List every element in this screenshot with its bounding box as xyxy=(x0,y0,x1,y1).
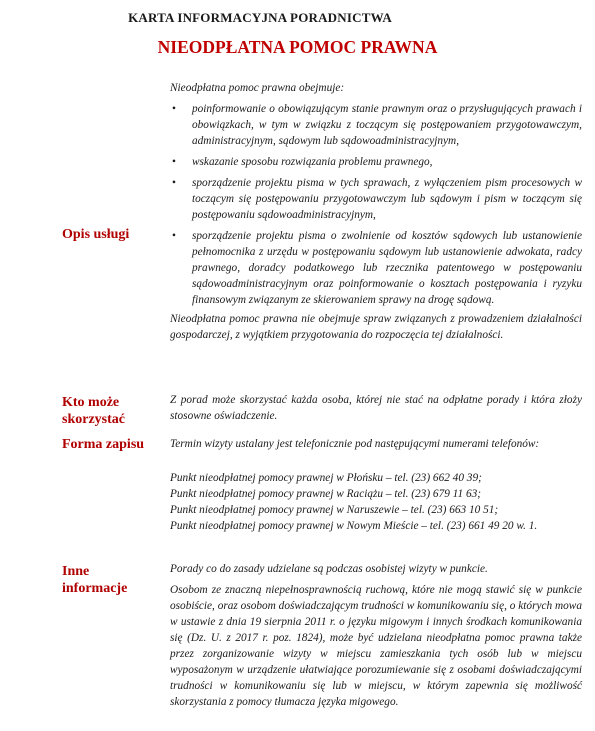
section-label-forma: Forma zapisu xyxy=(62,437,145,452)
opis-outro: Nieodpłatna pomoc prawna nie obejmuje spraw związanych z prowadzeniem działalności gospodarczej, z wyjątkiem przygotowania do rozpoczęcia tej działalności. xyxy=(170,313,582,341)
inne-label-line2: informacje xyxy=(62,581,128,596)
document-title: KARTA INFORMACYJNA PORADNICTWA xyxy=(128,10,392,25)
section-label-kto xyxy=(62,394,125,428)
inne-para2: Osobom ze znaczną niepełnosprawnością ruchową, które nie mogą stawić się w punkcie osobiście, oraz osobom doświadczającym trudności w komunikowaniu się, o których mowa w ustawie z dnia 19 sierpnia 2011 r. o języku migowym i innych środkach komunikowania się (Dz. U. z 2017 r. poz. 1824), może być udzielana nieodpłatna pomoc prawna także przez zorganizowanie wizyty w miejscu zamieszkania tych osób lub w miejscu wyposażonym w urządzenie ułatwiające porozumiewanie się z osobami doświadczającymi trudności w komunikowaniu się lub w miejscu, w którym zapewnia się możliwość skorzystania z pomocy tłumacza języka migowego. xyxy=(170,584,582,708)
list-item: • poinformowanie o obowiązującym stanie prawnym oraz o przysługujących prawach i obowiązkach, w tym w związku z toczącym się postępowaniem przygotowawczym, administracyjnym, sądowym lub sądowoadministracyjnym, xyxy=(170,101,582,149)
section-content-forma xyxy=(170,436,582,534)
list-item: • sporządzenie projektu pisma w tych sprawach, z wyłączeniem pism procesowych w toczącym się postępowaniu przygotowawczym lub sądowym i pism w toczącym się postępowaniu sądowoadministracyjnym, xyxy=(170,175,582,223)
opis-list xyxy=(170,101,582,308)
section-content-opis xyxy=(170,80,582,343)
list-item: • sporządzenie projektu pisma o zwolnienie od kosztów sądowych lub ustanowienie pełnomocnika z urzędu w postępowaniu sądowym lub ustanowienie adwokata, radcy prawnego, doradcy podatkowego lub rzecznika patentowego w postępowaniu sądowoadministracyjnym oraz poinformowanie o kosztach postępowania i ryzyku finansowym związanym ze skierowaniem sprawy na drogę sądową. xyxy=(170,228,582,308)
phone-point: Punkt nieodpłatnej pomocy prawnej w Płońsku – tel. (23) 662 40 39; xyxy=(170,472,482,484)
document-subtitle: NIEODPŁATNA POMOC PRAWNA xyxy=(157,37,438,57)
phone-point: Punkt nieodpłatnej pomocy prawnej w Naruszewie – tel. (23) 663 10 51; xyxy=(170,504,499,516)
inne-label-line1: Inne xyxy=(62,564,90,579)
section-content-inne xyxy=(170,561,582,710)
section-content-kto xyxy=(170,392,582,424)
section-label-inne xyxy=(62,563,127,597)
section-label-opis: Opis usługi xyxy=(62,227,130,242)
phone-point: Punkt nieodpłatnej pomocy prawnej w Raciążu – tel. (23) 679 11 63; xyxy=(170,488,482,500)
forma-intro: Termin wizyty ustalany jest telefonicznie pod następującymi numerami telefonów: xyxy=(170,438,540,450)
inne-para1: Porady co do zasady udzielane są podczas osobistej wizyty w punkcie. xyxy=(170,563,488,575)
opis-intro: Nieodpłatna pomoc prawna obejmuje: xyxy=(170,82,345,94)
phone-point: Punkt nieodpłatnej pomocy prawnej w Nowym Mieście – tel. (23) 661 49 20 w. 1. xyxy=(170,520,538,532)
list-item: • wskazanie sposobu rozwiązania problemu prawnego, xyxy=(170,154,582,170)
kto-label-line1: Kto może xyxy=(62,395,120,410)
kto-label-line2: skorzystać xyxy=(62,412,125,427)
kto-text: Z porad może skorzystać każda osoba, której nie stać na odpłatne porady i która złoży stosowne oświadczenie. xyxy=(170,394,582,422)
